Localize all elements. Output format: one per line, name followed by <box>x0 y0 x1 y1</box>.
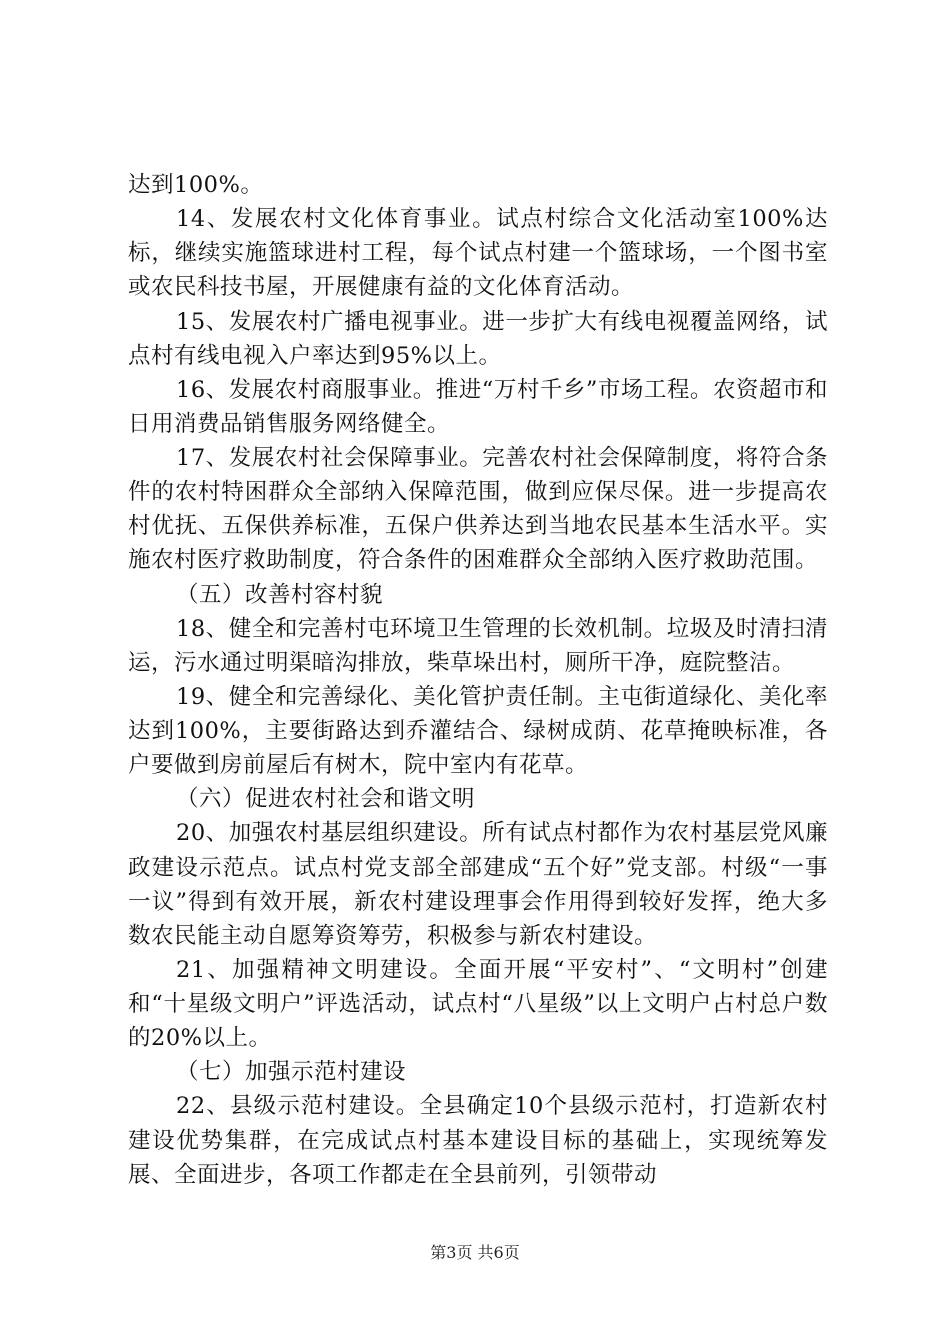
paragraph-item-14: 14、发展农村文化体育事业。试点村综合文化活动室100%达标，继续实施篮球进村工程，每个试点村建一个篮球场，一个图书室或农民科技书屋，开展健康有益的文化体育活动。 <box>128 206 828 301</box>
page-number-label: 第3页 共6页 <box>430 1243 520 1262</box>
section-heading-5: （五）改善村容村貌 <box>176 581 384 608</box>
paragraph-continuation: 达到100%。 <box>128 172 264 198</box>
document-body <box>128 168 828 1192</box>
paragraph-item-15: 15、发展农村广播电视事业。进一步扩大有线电视覆盖网络，试点村有线电视入户率达到95%以上。 <box>128 308 828 369</box>
paragraph-item-18: 18、健全和完善村屯环境卫生管理的长效机制。垃圾及时清扫清运，污水通过明渠暗沟排放，柴草垛出村，厕所干净，庭院整洁。 <box>128 615 828 676</box>
paragraph-item-16: 16、发展农村商服事业。推进“万村千乡”市场工程。农资超市和日用消费品销售服务网络健全。 <box>128 376 828 437</box>
paragraph-item-17: 17、发展农村社会保障事业。完善农村社会保障制度，将符合条件的农村特困群众全部纳入保障范围，做到应保尽保。进一步提高农村优抚、五保供养标准，五保户供养达到当地农民基本生活水平。实施农村医疗救助制度，符合条件的困难群众全部纳入医疗救助范围。 <box>128 445 828 574</box>
paragraph-item-21: 21、加强精神文明建设。全面开展“平安村”、“文明村”创建和“十星级文明户”评选活动，试点村“八星级”以上文明户占村总户数的20%以上。 <box>128 956 828 1052</box>
page-footer <box>0 1243 950 1263</box>
paragraph-item-19: 19、健全和完善绿化、美化管护责任制。主屯街道绿化、美化率达到100%，主要街路达到乔灌结合、绿树成荫、花草掩映标准，各户要做到房前屋后有树木，院中室内有花草。 <box>128 683 828 779</box>
section-heading-6: （六）促进农村社会和谐文明 <box>176 786 476 813</box>
paragraph-item-20: 20、加强农村基层组织建设。所有试点村都作为农村基层党风廉政建设示范点。试点村党支部全部建成“五个好”党支部。村级“一事一议”得到有效开展，新农村建设理事会作用得到较好发挥，绝大多数农民能主动自愿筹资筹劳，积极参与新农村建设。 <box>128 820 828 949</box>
section-heading-7: （七）加强示范村建设 <box>176 1059 407 1086</box>
paragraph-item-22: 22、县级示范村建设。全县确定10个县级示范村，打造新农村建设优势集群，在完成试点村基本建设目标的基础上，实现统筹发展、全面进步，各项工作都走在全县前列，引领带动 <box>128 1093 828 1188</box>
